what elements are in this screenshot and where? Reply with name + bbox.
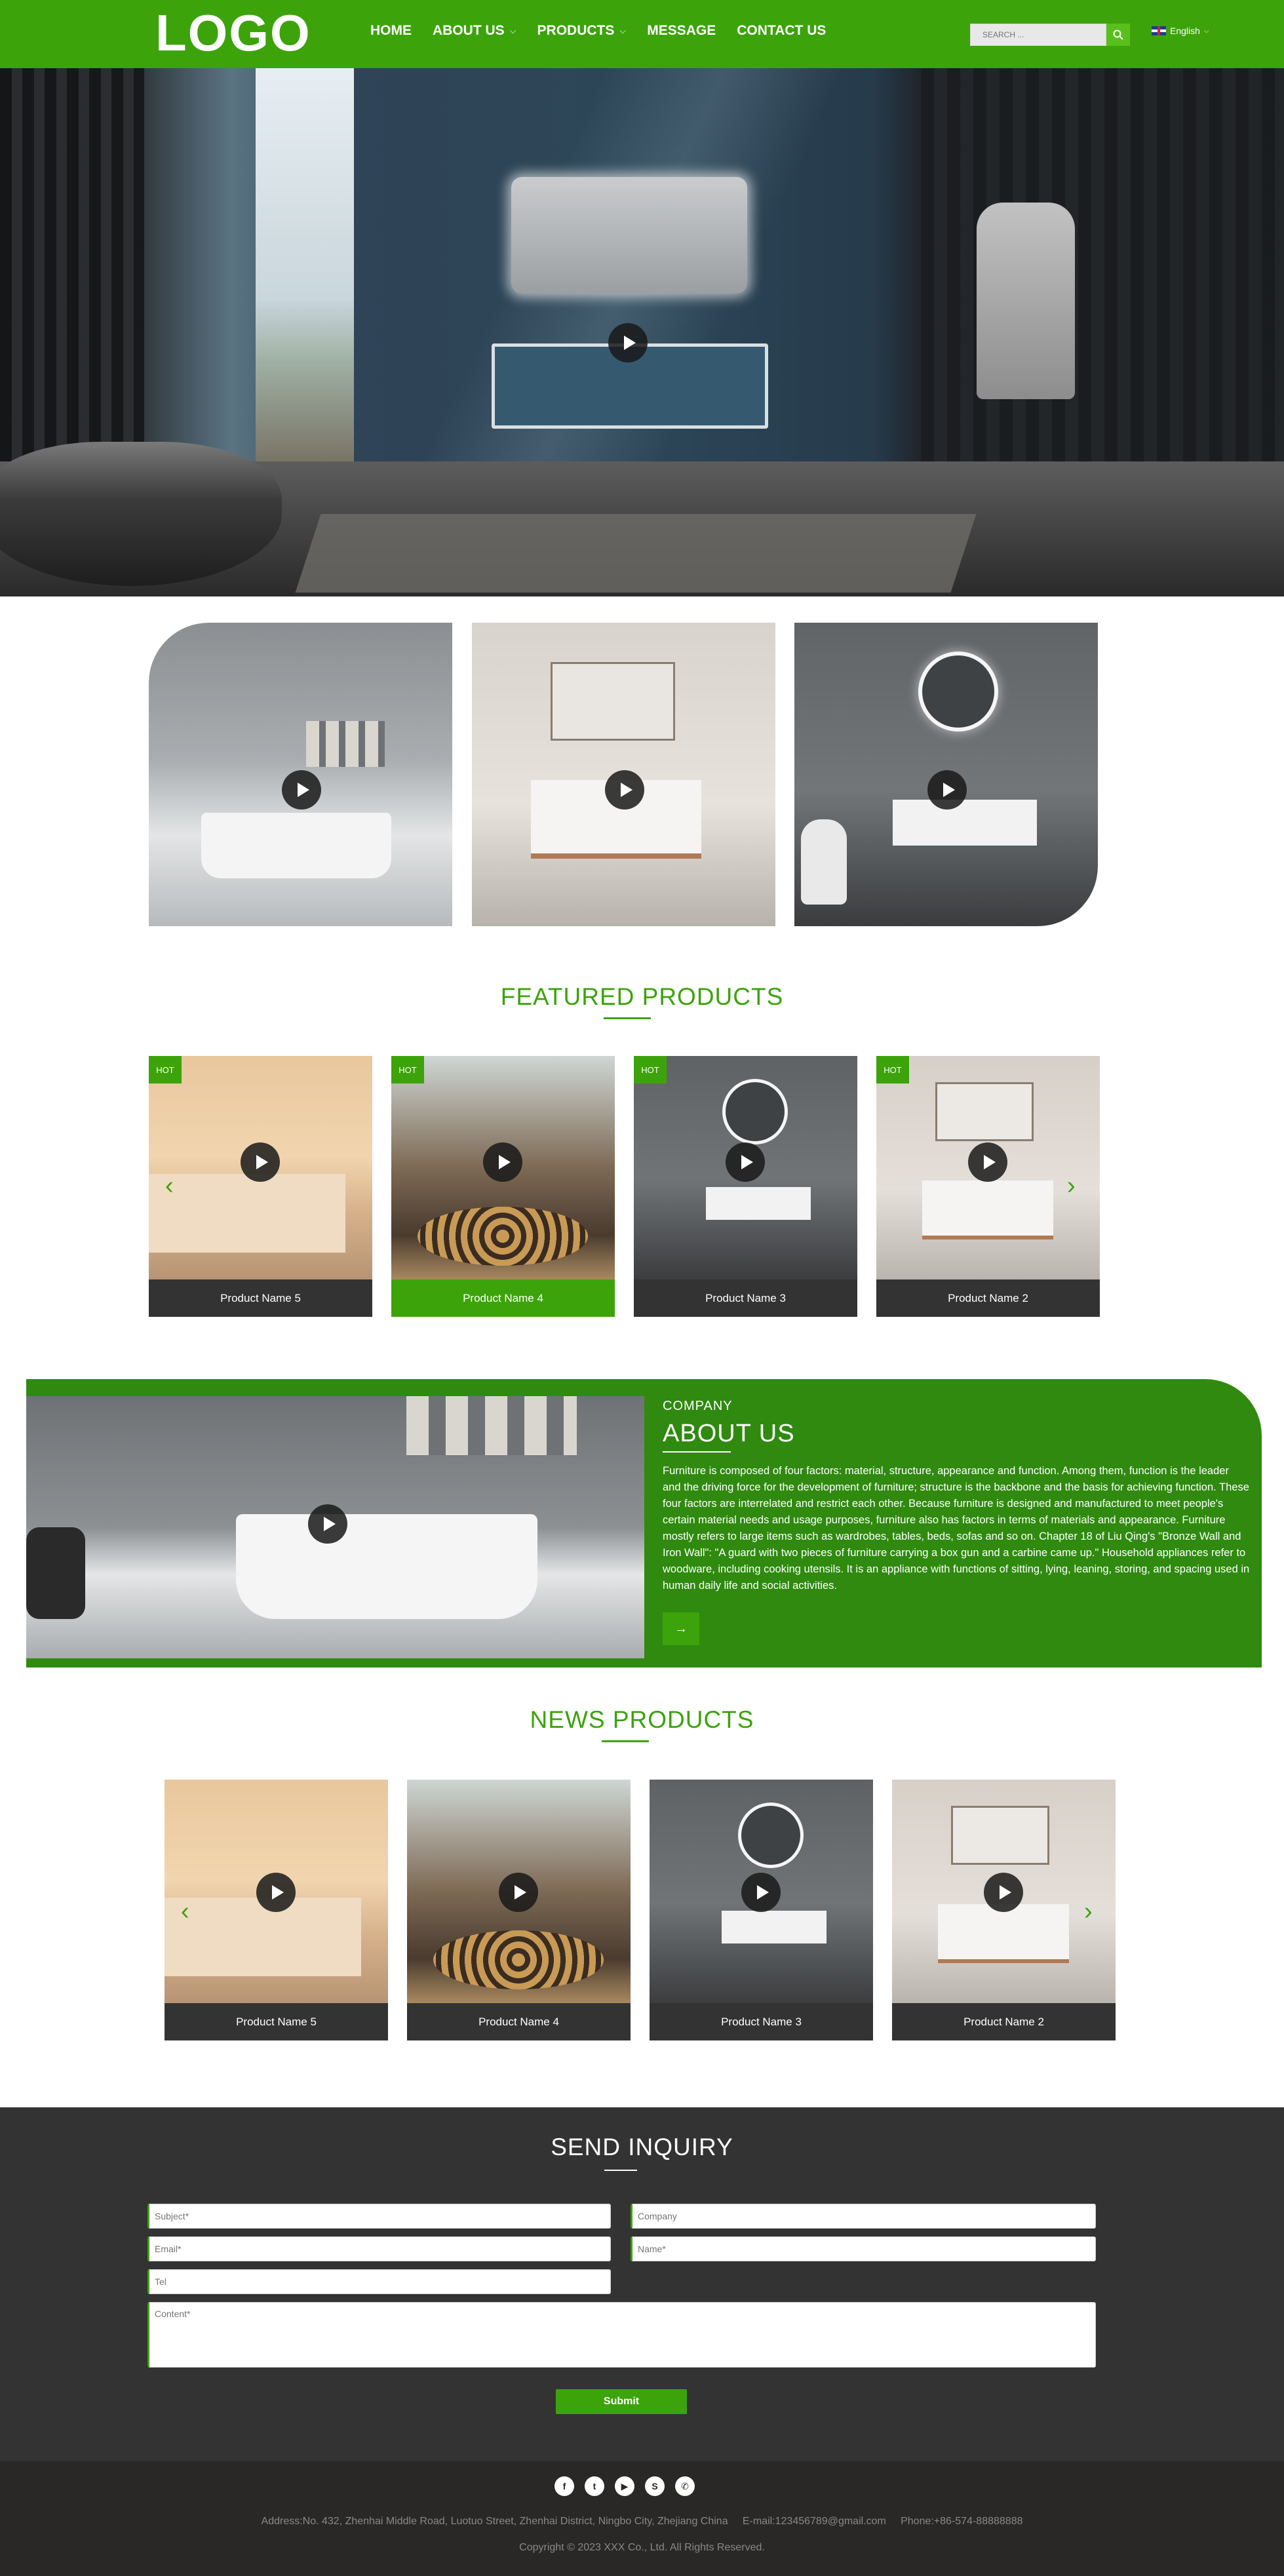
product-card[interactable] (149, 1056, 372, 1317)
vanity-shape (706, 1187, 811, 1220)
title-underline (602, 1740, 649, 1742)
youtube-icon[interactable]: ▶ (615, 2476, 634, 2496)
footer-contact-line (0, 2516, 1284, 2527)
uk-flag-icon (1152, 26, 1166, 35)
carousel-next-icon[interactable]: › (1084, 1898, 1093, 1925)
product-image[interactable] (876, 1056, 1100, 1279)
about-subtitle: COMPANY (663, 1399, 733, 1413)
content-field[interactable] (147, 2302, 1096, 2368)
hero-mirror (511, 177, 747, 294)
product-image[interactable] (634, 1056, 857, 1279)
product-name[interactable]: Product Name 3 (650, 2003, 873, 2040)
search-icon (1112, 29, 1124, 41)
mirror-shape (551, 662, 675, 741)
email-field[interactable] (147, 2236, 611, 2261)
play-icon[interactable] (608, 323, 648, 362)
inquiry-title: SEND INQUIRY (551, 2134, 733, 2160)
title-underline (604, 2170, 637, 2171)
hero-robe (977, 203, 1075, 399)
play-icon[interactable] (241, 1142, 280, 1182)
title-underline (604, 1017, 651, 1019)
mirror-shape (935, 1082, 1034, 1141)
carousel-prev-icon[interactable]: ‹ (181, 1898, 189, 1925)
product-image[interactable] (407, 1780, 631, 2003)
bathtub-shape (236, 1514, 537, 1619)
video-tile-round-mirror[interactable] (794, 623, 1098, 926)
footer-email[interactable]: E-mail:123456789@gmail.com (742, 2516, 886, 2527)
mirror-shape (951, 1806, 1049, 1865)
about-image[interactable] (26, 1396, 644, 1658)
play-icon[interactable] (282, 770, 321, 810)
toilet-shape (801, 819, 847, 905)
nav-home[interactable] (370, 20, 412, 42)
play-icon[interactable] (605, 770, 644, 810)
rug-shape (418, 1207, 588, 1266)
play-icon[interactable] (968, 1142, 1007, 1182)
hot-badge: HOT (876, 1056, 909, 1083)
nav-label: PRODUCTS (537, 23, 615, 38)
nav-label: CONTACT US (737, 23, 827, 38)
play-icon[interactable] (726, 1142, 765, 1182)
search-input[interactable] (970, 24, 1106, 46)
hero-wall-panels (921, 68, 1284, 488)
product-image[interactable] (165, 1780, 388, 2003)
chevron-down-icon: ⌵ (1203, 27, 1209, 35)
nav-products[interactable] (537, 20, 627, 42)
submit-button[interactable]: Submit (556, 2389, 687, 2414)
bathtub-shape (201, 813, 391, 878)
footer-address: Address:No. 432, Zhenhai Middle Road, Luotuo Street, Zhenhai District, Ningbo City, Zhejiang China (261, 2516, 728, 2527)
twitter-icon[interactable]: t (585, 2476, 604, 2496)
chevron-down-icon: ⌵ (619, 26, 627, 35)
product-card[interactable] (634, 1056, 857, 1317)
carousel-next-icon[interactable]: › (1067, 1172, 1076, 1200)
cabinet-shape (938, 1904, 1069, 1963)
carousel-prev-icon[interactable]: ‹ (165, 1172, 174, 1200)
hot-badge: HOT (391, 1056, 424, 1083)
towels-shape (406, 1396, 577, 1455)
name-field[interactable] (631, 2236, 1096, 2261)
product-image[interactable] (149, 1056, 372, 1279)
round-mirror-shape (922, 655, 994, 728)
product-name[interactable]: Product Name 2 (892, 2003, 1116, 2040)
chevron-down-icon: ⌵ (509, 26, 516, 35)
sofa-shape (149, 1174, 345, 1253)
tel-field[interactable] (147, 2269, 611, 2294)
news-card[interactable] (650, 1780, 873, 2040)
hero-window (256, 68, 354, 488)
news-card[interactable] (165, 1780, 388, 2040)
news-card[interactable] (892, 1780, 1116, 2040)
about-more-button[interactable] (663, 1612, 699, 1645)
play-icon[interactable] (741, 1873, 781, 1912)
product-image[interactable] (391, 1056, 615, 1279)
product-image[interactable] (650, 1780, 873, 2003)
video-tile-bathtub[interactable] (149, 623, 452, 926)
product-image[interactable] (892, 1780, 1116, 2003)
play-icon[interactable] (308, 1504, 347, 1544)
vanity-shape (893, 800, 1037, 846)
product-card[interactable] (391, 1056, 615, 1317)
round-mirror-shape (741, 1806, 800, 1865)
product-name[interactable]: Product Name 4 (407, 2003, 631, 2040)
news-title: NEWS PRODUCTS (530, 1706, 754, 1733)
site-header (0, 0, 1284, 68)
video-tile-cabinet[interactable] (472, 623, 775, 926)
footer-copyright: Copyright © 2023 XXX Co., Ltd. All Rights Reserved. (519, 2542, 765, 2553)
about-title: ABOUT US (663, 1420, 795, 1447)
language-selector[interactable] (1152, 26, 1209, 36)
subject-field[interactable] (147, 2204, 611, 2229)
hot-badge: HOT (634, 1056, 667, 1083)
play-icon[interactable] (499, 1873, 538, 1912)
product-name[interactable]: Product Name 2 (876, 1279, 1100, 1317)
chair-shape (26, 1527, 85, 1619)
vanity-shape (722, 1911, 827, 1943)
nav-contact-us[interactable] (737, 20, 826, 42)
play-icon[interactable] (256, 1873, 296, 1912)
nav-label: MESSAGE (647, 23, 716, 38)
nav-about-us[interactable] (433, 20, 516, 42)
main-nav (370, 20, 826, 42)
round-mirror-shape (726, 1082, 785, 1141)
language-label: English (1170, 26, 1200, 36)
product-name[interactable]: Product Name 5 (165, 2003, 388, 2040)
product-card[interactable] (876, 1056, 1100, 1317)
play-icon[interactable] (927, 770, 967, 810)
hot-badge: HOT (149, 1056, 182, 1083)
hero-rug (296, 514, 977, 593)
sofa-shape (165, 1898, 361, 1976)
nav-message[interactable] (647, 20, 716, 42)
site-logo[interactable]: LOGO (155, 4, 311, 62)
nav-label: HOME (370, 23, 412, 38)
nav-label: ABOUT US (433, 23, 505, 38)
towels-shape (306, 721, 385, 767)
facebook-icon[interactable]: f (554, 2476, 574, 2496)
play-icon[interactable] (483, 1142, 522, 1182)
play-icon[interactable] (984, 1873, 1023, 1912)
footer-phone: Phone:+86-574-88888888 (901, 2516, 1023, 2527)
news-card[interactable] (407, 1780, 631, 2040)
cabinet-shape (922, 1181, 1053, 1239)
search-box (970, 24, 1130, 46)
search-button[interactable] (1106, 24, 1130, 46)
hero-banner (0, 68, 1284, 596)
whatsapp-icon[interactable]: ✆ (675, 2476, 695, 2496)
company-field[interactable] (631, 2204, 1096, 2229)
about-text: Furniture is composed of four factors: material, structure, appearance and function. Among them, function is the leader and the driving force for the development of furniture; structure is the backbone and the basis for achieving function. These four factors are interrelated and restrict each other. Because furniture is designed and manufactured to meet people's certain material needs and usage purposes, furniture also has factors in terms of materials and appearance. Furniture mostly refers to large items such as wardrobes, tables, beds, sofas and so on. Chapter 18 of Liu Qing's "Bronze Wall and Iron Wall": "A guard with two pieces of furniture carrying a box gun and a carbine came up." Household appliances refer to woodware, including cooking utensils. It is an appliance with functions of sitting, lying, leaning, storing, and spacing used in human daily life and social activities. (663, 1465, 1250, 1591)
product-name[interactable]: Product Name 3 (634, 1279, 857, 1317)
rug-shape (433, 1930, 604, 1989)
about-underline (663, 1451, 731, 1453)
product-name[interactable]: Product Name 5 (149, 1279, 372, 1317)
arrow-right-icon: → (674, 1621, 688, 1636)
featured-title: FEATURED PRODUCTS (500, 983, 784, 1010)
skype-icon[interactable]: S (645, 2476, 665, 2496)
product-name[interactable]: Product Name 4 (391, 1279, 615, 1317)
